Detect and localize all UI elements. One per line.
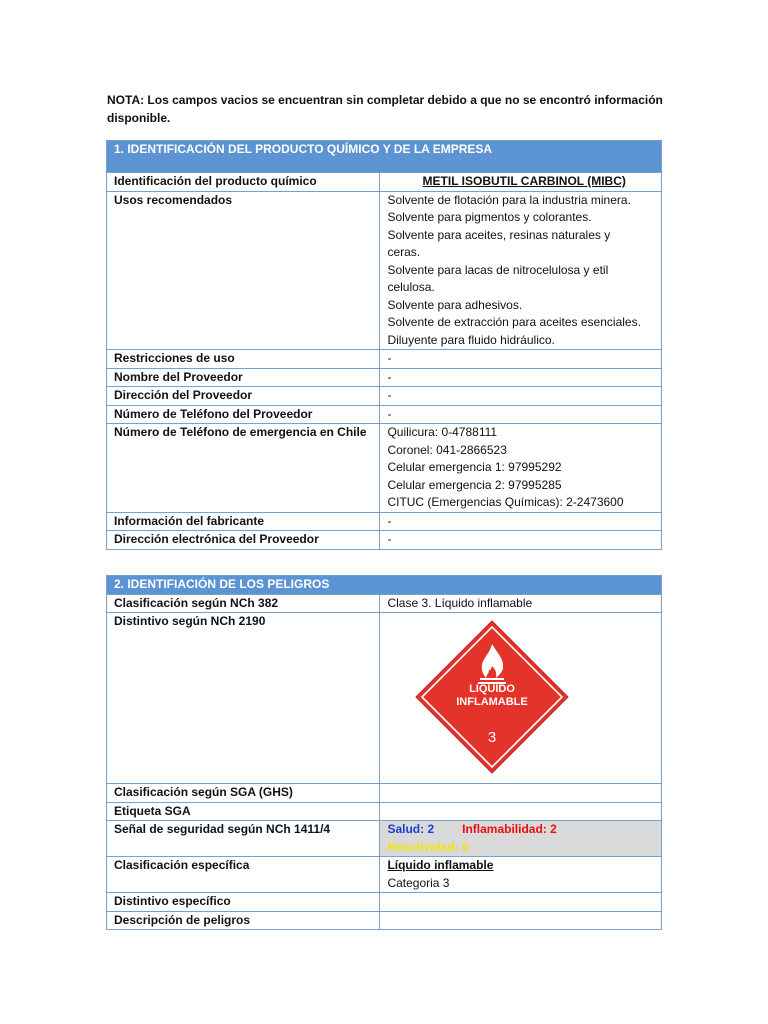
table-row	[107, 350, 662, 369]
table-row	[107, 405, 662, 424]
row-label: Nombre del Proveedor	[107, 368, 380, 387]
row-label: Dirección del Proveedor	[107, 387, 380, 406]
usos-line: Diluyente para fluido hidráulico.	[387, 332, 555, 347]
usos-line: Solvente para lacas de nitrocelulosa y etil	[387, 262, 609, 277]
section-1-header	[107, 141, 662, 173]
especifica-value-2: Categoria 3	[387, 875, 450, 890]
nfpa-values	[380, 821, 662, 857]
emergency-line: CITUC (Emergencias Químicas): 2-2473600	[387, 495, 624, 509]
placard-class-number: 3	[488, 729, 497, 746]
placard-cell	[380, 613, 662, 784]
table-row	[107, 613, 662, 784]
row-label: Información del fabricante	[107, 512, 380, 531]
placard-line2: INFLAMABLE	[456, 696, 529, 708]
row-label: Identificación del producto químico	[107, 173, 380, 192]
reactividad-value: Reactividad: 0	[387, 839, 469, 854]
row-value: -	[380, 368, 662, 387]
row-label: Clasificación según NCh 382	[107, 594, 380, 613]
especifica-value-1: Líquido inflamable	[387, 858, 494, 872]
note-text: NOTA: Los campos vacios se encuentran sin completar debido a que no se encontró información disponible.	[107, 93, 663, 125]
table-row	[107, 893, 662, 912]
flammable-placard	[412, 617, 572, 777]
row-label: Clasificación específica	[107, 857, 380, 893]
usos-line: celulosa.	[387, 280, 435, 294]
section-2-header	[107, 576, 662, 595]
emergency-line: Celular emergencia 1: 97995292	[387, 460, 562, 474]
row-value	[380, 911, 662, 930]
inflamabilidad-value: Inflamabilidad: 2	[462, 822, 557, 836]
usos-line: Solvente para aceites, resinas naturales y	[387, 227, 611, 242]
row-label: Restricciones de uso	[107, 350, 380, 369]
emergency-line: Quilicura: 0-4788111	[387, 425, 498, 439]
table-row	[107, 368, 662, 387]
usos-line: Solvente de flotación para la industria minera.	[387, 192, 631, 207]
table-row	[107, 594, 662, 613]
row-value: -	[380, 512, 662, 531]
emergency-list	[380, 424, 662, 513]
usos-list	[380, 191, 662, 350]
section-2-title: 2. IDENTIFIACIÓN DE LOS PELIGROS	[107, 576, 662, 595]
row-label: Señal de seguridad según NCh 1411/4	[107, 821, 380, 857]
emergency-line: Celular emergencia 2: 97995285	[387, 477, 562, 492]
row-label: Dirección electrónica del Proveedor	[107, 531, 380, 550]
row-label: Etiqueta SGA	[107, 802, 380, 821]
row-label: Distintivo específico	[107, 893, 380, 912]
row-label: Clasificación según SGA (GHS)	[107, 784, 380, 803]
section-1-title: 1. IDENTIFICACIÓN DEL PRODUCTO QUÍMICO Y DE LA EMPRESA	[107, 141, 662, 173]
table-row	[107, 911, 662, 930]
row-label: Descripción de peligros	[107, 911, 380, 930]
row-label: Número de Teléfono del Proveedor	[107, 405, 380, 424]
row-value	[380, 784, 662, 803]
salud-value: Salud: 2	[387, 822, 435, 836]
table-row	[107, 173, 662, 192]
row-label: Usos recomendados	[107, 191, 380, 350]
table-row	[107, 821, 662, 857]
section-2-table	[106, 575, 662, 930]
table-row	[107, 424, 662, 513]
usos-line: Solvente para pigmentos y colorantes.	[387, 210, 592, 224]
row-value	[380, 857, 662, 893]
row-label: Distintivo según NCh 2190	[107, 613, 380, 784]
table-row	[107, 857, 662, 893]
table-row	[107, 784, 662, 803]
row-value: -	[380, 405, 662, 424]
row-label: Número de Teléfono de emergencia en Chile	[107, 424, 380, 513]
emergency-line: Coronel: 041-2866523	[387, 442, 507, 457]
table-row	[107, 191, 662, 350]
row-value: -	[380, 350, 662, 369]
product-name: METIL ISOBUTIL CARBINOL (MIBC)	[380, 173, 662, 192]
table-row	[107, 802, 662, 821]
row-value: -	[380, 531, 662, 550]
usos-line: Solvente para adhesivos.	[387, 297, 523, 312]
placard-line1: LIQUIDO	[469, 683, 516, 695]
section-1-table	[106, 140, 662, 550]
row-value: -	[380, 387, 662, 406]
row-value	[380, 893, 662, 912]
table-row	[107, 512, 662, 531]
usos-line: Solvente de extracción para aceites esenciales.	[387, 315, 641, 329]
table-row	[107, 531, 662, 550]
table-row	[107, 387, 662, 406]
row-value	[380, 802, 662, 821]
row-value: Clase 3. Líquido inflamable	[380, 594, 662, 613]
usos-line: ceras.	[387, 245, 421, 259]
